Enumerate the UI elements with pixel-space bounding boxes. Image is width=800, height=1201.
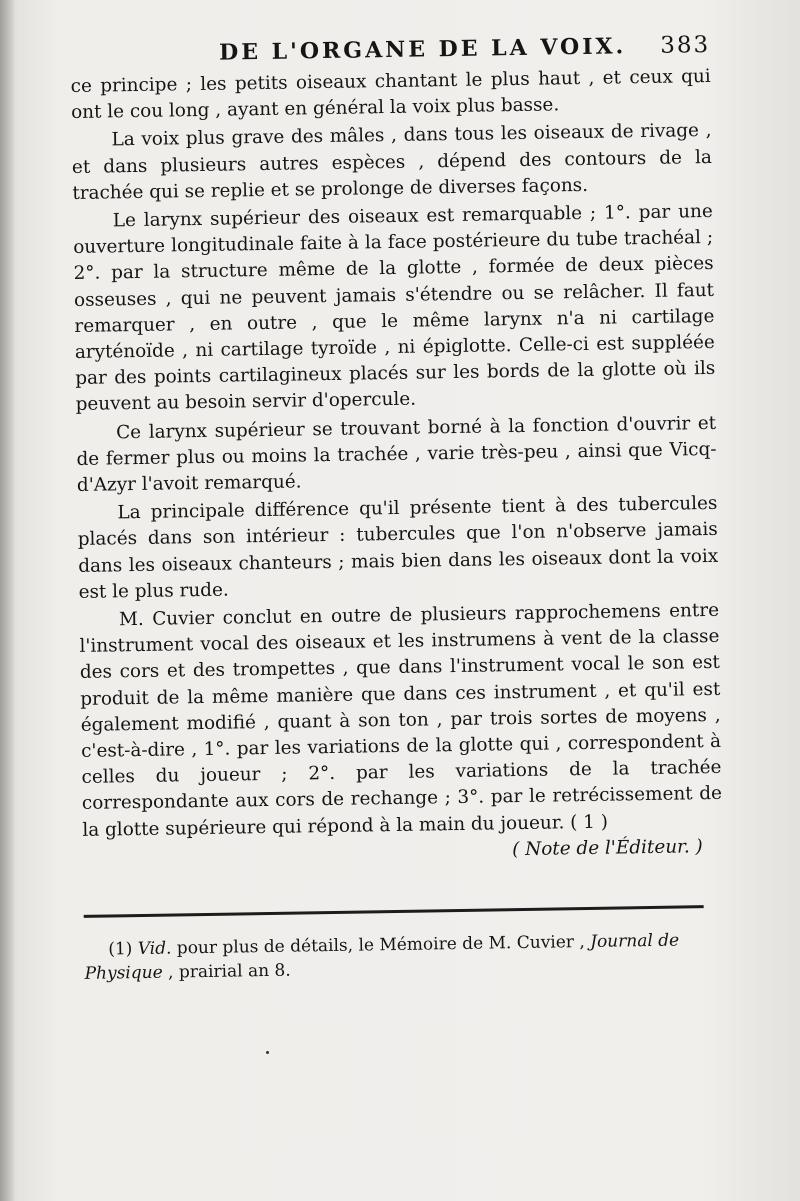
footnote-vid: Vid.: [137, 938, 172, 959]
paragraph-2: La voix plus grave des mâles , dans tous les oiseaux de rivage , et dans plusieurs autres espèces , dépend des contours de la trachée qui se replie et se prolonge de diverses façons.: [71, 120, 713, 204]
running-header: [70, 32, 710, 68]
ink-speck: [266, 1051, 269, 1054]
footnote-rule: [84, 905, 704, 918]
paragraph-5: La principale différence qu'il présente tient à des tubercules placés dans son intérieur : tubercules que l'on n'observe jamais dans les oiseaux chanteurs ; mais bien dans les oiseaux dont la voix est le plus rude.: [77, 493, 719, 603]
footnote: [84, 928, 725, 986]
footnote-text-b: , prairial an 8.: [162, 960, 291, 983]
running-title: DE L'ORGANE DE LA VOIX.: [218, 33, 627, 66]
page-content: [70, 32, 725, 986]
paragraph-6: M. Cuvier conclut en outre de plusieurs rapprochemens entre l'instrument vocal des oiseaux et les instrumens à vent de la classe des cors et des trompettes , que dans l'instrument vocal le son est produit de la même manière que dans ces instrument , et qu'il est également modifié , quant à son ton , par trois sortes de moyens , c'est-à-dire , 1°. par les variations de la glotte qui , correspondent à celles du joueur ; 2°. par les variations de la trachée correspondante aux cors de rechange ; 3°. par le retrécissement de la glotte supérieure qui répond à la main du joueur. ( 1 ): [79, 599, 723, 841]
body-text: [71, 64, 723, 844]
book-spine-shadow: [0, 0, 14, 1201]
paragraph-1: ce principe ; les petits oiseaux chantant le plus haut , et ceux qui ont le cou long , ayant en général la voix plus basse.: [70, 65, 711, 124]
page-number: 383: [660, 31, 711, 59]
footnote-marker: (1): [108, 939, 133, 960]
paragraph-3: Le larynx supérieur des oiseaux est remarquable ; 1°. par une ouverture longitudinale faite à la face postérieure du tube trachéal ; 2°. par la structure même de la glotte , formée de deux pièces osseuses , qui ne peuvent jamais s'étendre ou se relâcher. Il faut remarquer , en outre , que le même larynx n'a ni cartilage aryténoïde , ni cartilage tyroïde , ni épiglotte. Celle-ci est suppléée par des points cartilagineux placés sur les bords de la glotte où ils peuvent au besoin servir d'opercule.: [73, 200, 716, 416]
paragraph-4: Ce larynx supérieur se trouvant borné à la fonction d'ouvrir et de fermer plus ou moins la trachée , varie très-peu , ainsi que Vicq-d'Azyr l'avoit remarqué.: [76, 412, 717, 496]
footnote-journal: Journal de Physique: [84, 930, 680, 984]
editor-note: ( Note de l'Éditeur. ): [511, 836, 703, 861]
footnote-text-a: pour plus de détails, le Mémoire de M. Cuvier ,: [171, 931, 591, 959]
